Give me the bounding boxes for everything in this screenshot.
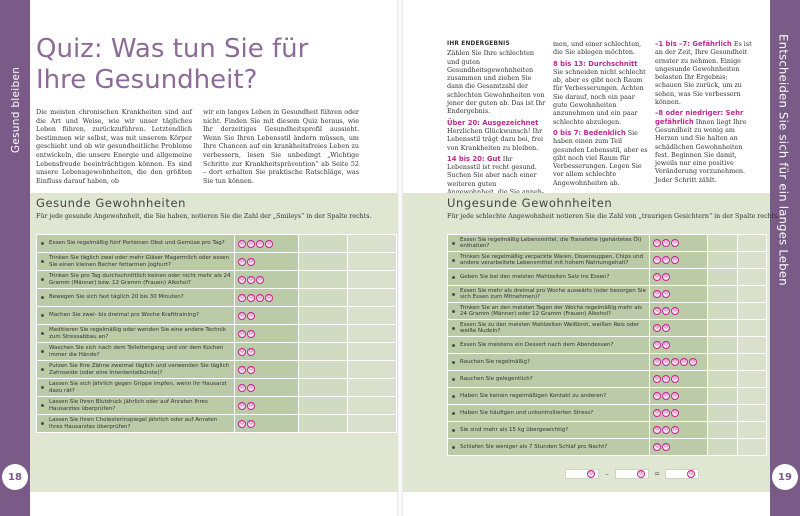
sad-face-icon: ☹ [672,257,678,262]
habit-question: Rauchen Sie gelegentlich? [448,371,650,388]
sad-face-icon: ☹ [672,393,678,398]
habit-question: Haben Sie keinen regelmäßigen Kontakt zu anderen? [448,388,650,405]
habit-question: Essen Sie regelmäßig fünf Portionen Obst und Gemüse pro Tag? [37,235,235,253]
answer-cell[interactable] [348,289,397,307]
smiley-icon: ☺ [239,312,245,318]
answer-cell[interactable] [708,354,738,371]
answer-cell[interactable] [738,439,767,456]
answer-cell[interactable] [738,303,767,320]
table-row [448,354,767,371]
score-summary [565,468,699,480]
answer-cell[interactable] [708,320,738,337]
bad-habits-title: Ungesunde Gewohnheiten [447,196,613,210]
sad-face-icon: ☹ [672,308,678,313]
habit-score-icons [235,397,299,415]
answer-cell[interactable] [299,325,348,343]
answer-cell[interactable] [348,415,397,433]
answer-cell[interactable] [348,325,397,343]
table-row [37,289,397,307]
habit-question: Haben Sie häufigen und unkontrollierten Stress? [448,405,650,422]
habit-question: Essen Sie mehr als dreimal pro Woche auswärts (oder besorgen Sie sich Essen zum Mitnehmen)? [448,286,650,303]
smiley-icon: ☺ [248,276,254,282]
habit-question: Essen Sie regelmäßig Lebensmittel, die Transfette (gehärtetes Öl) enthalten? [448,235,650,252]
sad-face-icon: ☹ [663,342,669,347]
smiley-icon: ☺ [248,348,254,354]
answer-cell[interactable] [708,405,738,422]
answer-cell[interactable] [738,286,767,303]
sad-face-icon: ☹ [663,291,669,296]
good-total-box[interactable] [565,469,599,479]
smiley-icon: ☺ [239,240,245,246]
sad-face-icon: ☹ [654,274,660,279]
habit-score-icons [235,307,299,325]
page-number-left: 18 [2,464,28,490]
habit-score-icons [650,388,708,405]
answer-cell[interactable] [299,343,348,361]
habit-score-icons [235,379,299,397]
answer-cell[interactable] [708,439,738,456]
smiley-icon: ☺ [257,276,263,282]
smiley-icon: ☺ [239,420,245,426]
smiley-icon: ☺ [239,294,245,300]
result-good [447,155,547,196]
answer-cell[interactable] [738,235,767,252]
sad-face-icon: ☹ [654,393,660,398]
smiley-icon: ☺ [257,240,263,246]
smiley-icon: ☺ [248,312,254,318]
smiley-icon: ☺ [239,258,245,264]
habit-question: Lassen Sie Ihren Cholesterinspiegel jährlich oder auf Anraten Ihres Hausarztes überprüfen? [37,415,235,433]
answer-cell[interactable] [738,354,767,371]
answer-cell[interactable] [738,269,767,286]
table-row [37,415,397,433]
answer-cell[interactable] [348,235,397,253]
smiley-icon: ☺ [248,330,254,336]
answer-cell[interactable] [299,379,348,397]
answer-cell[interactable] [738,371,767,388]
answer-cell[interactable] [708,269,738,286]
smiley-icon: ☺ [239,348,245,354]
smiley-icon: ☺ [239,366,245,372]
habit-score-icons [235,415,299,433]
result-dangerous-text: Es ist an der Zeit, Ihre Gesundheit ernster zu nehmen. Einige ungesunde Gewohnheiten belasten Ihr Ergebnis; schauen Sie zurück, um zu sehen, was Sie verbessern können. [655,40,752,107]
table-row [448,388,767,405]
answer-cell[interactable] [348,397,397,415]
answer-cell[interactable] [299,271,348,289]
habit-score-icons [650,405,708,422]
sad-face-icon: ☹ [654,257,660,262]
smiley-icon: ☺ [266,294,272,300]
answer-cell[interactable] [348,271,397,289]
sad-face-icon: ☹ [672,427,678,432]
habit-score-icons [650,269,708,286]
left-section-label: Gesund bleiben [10,66,22,154]
table-row [37,253,397,271]
habit-score-icons [650,354,708,371]
smiley-icon: ☺ [588,471,594,476]
answer-cell[interactable] [708,252,738,269]
sad-face-icon: ☹ [663,257,669,262]
result-dangerous-label: –1 bis –7: Gefährlich [655,40,732,48]
answer-cell[interactable] [708,337,738,354]
table-row [448,422,767,439]
table-row [448,337,767,354]
table-row [37,307,397,325]
habit-score-icons [650,422,708,439]
result-good-continued: men, und einer schlechten, die Sie ablegen möchten. [553,40,642,57]
table-row [448,286,767,303]
results-col-1 [447,40,547,199]
sad-face-icon: ☹ [663,410,669,415]
page-number-right: 19 [772,464,798,490]
intro-text-col2: wir ein langes Leben in Gesundheit führen oder nicht. Finden Sie mit diesem Quiz heraus, wie Ihr derzeitiges Gesundheitsprofil aussieht. Wenn Sie Ihren Lebensstil ändern müssen, um Ihre Chancen auf ein krankheitsfreies Leben zu verbessern, lesen Sie unbedingt „Wichtige Schritte zur Krankheitsprävention“ ab Seite 52 – dort erhalten Sie praktische Ratschläge, was Sie tun können. [203,108,359,185]
habit-score-icons [650,235,708,252]
habit-question: Meditieren Sie regelmäßig oder wenden Sie eine andere Technik zum Stressabbau an? [37,325,235,343]
habit-question: Essen Sie meistens ein Dessert nach dem Abendessen? [448,337,650,354]
sad-face-icon: ☹ [654,240,660,245]
table-row [37,343,397,361]
answer-cell[interactable] [708,286,738,303]
sad-face-icon: ☹ [681,359,687,364]
result-very-dangerous-text: Ihnen liegt Ihre Gesundheit zu wenig am Herzen und Sie halten an schädlichen Gewohnheiten fest. Beginnen Sie damit, jeweils nur eine positive Veränderung vorzunehmen. Jeder Schritt zählt. [655,117,747,184]
sad-face-icon: ☹ [638,471,644,476]
habit-score-icons [650,252,708,269]
results-intro: Zählen Sie Ihre schlechten und guten Gesundheitsgewohnheiten zusammen und ziehen Sie dann die Gesamtzahl der schlechten Gewohnheiten von jener der guten ab. Das ist Ihr Endergebnis. [447,49,546,116]
answer-cell[interactable] [738,388,767,405]
habit-question: Rauchen Sie regelmäßig? [448,354,650,371]
result-critical-label: 0 bis 7: Bedenklich [553,128,626,137]
sad-face-icon: ☹ [690,359,696,364]
habit-question: Lassen Sie Ihren Blutdruck jährlich oder auf Anraten Ihres Hausarztes überprüfen? [37,397,235,415]
smiley-icon: ☺ [248,258,254,264]
result-good-label: 14 bis 20: Gut [447,154,501,163]
result-very-dangerous [655,109,755,184]
sad-face-icon: ☹ [654,376,660,381]
sad-face-icon: ☹ [654,410,660,415]
result-excellent-label: Über 20: Ausgezeichnet [447,118,539,127]
result-critical-text: Sie haben einen zum Teil gesunden Lebensstil, aber es gibt noch viel Raum für Verbesserungen. Legen Sie vor allem schlechte Angewohnheiten ab. [553,128,648,187]
table-row [37,235,397,253]
sad-face-icon: ☹ [663,325,669,330]
bad-total-box[interactable] [615,469,649,479]
habit-score-icons [235,271,299,289]
sad-face-icon: ☹ [654,291,660,296]
answer-cell[interactable] [299,397,348,415]
sad-face-icon: ☹ [654,427,660,432]
smiley-icon: ☺ [248,240,254,246]
bad-habits-subtitle: Für jede schlechte Angewohnheit notieren Sie die Zahl von „traurigen Gesichtern“ in der Spalte rechts. [447,213,780,220]
result-average-text: Sie schneiden nicht schlecht ab, aber es gibt noch Raum für Verbesserungen. Achten Sie darauf, noch ein paar gute Gewohnheiten anzunehmen und ein paar schlechte abzulegen. [553,67,646,126]
habit-question: Bewegen Sie sich fast täglich 20 bis 30 Minuten? [37,289,235,307]
answer-cell[interactable] [738,337,767,354]
result-dangerous [655,40,755,106]
smiley-icon: ☺ [239,330,245,336]
equals-sign: = [654,470,660,478]
right-section-label: Entscheiden Sie sich für ein langes Leben [777,34,791,286]
result-excellent-text: Herzlichen Glückwunsch! Ihr Lebensstil trägt dazu bei, frei von Krankheiten zu bleiben. [447,126,544,152]
sad-face-icon: ☹ [663,427,669,432]
habit-score-icons [235,361,299,379]
answer-cell[interactable] [708,422,738,439]
sad-face-icon: ☹ [663,308,669,313]
habit-question: Schlafen Sie weniger als 7 Stunden Schlaf pro Nacht? [448,439,650,456]
table-row [448,235,767,252]
habit-score-icons [235,235,299,253]
smiley-icon: ☺ [239,384,245,390]
bad-habits-table [447,234,767,456]
results-col-3 [655,40,755,187]
answer-cell[interactable] [348,379,397,397]
sad-face-icon: ☹ [663,393,669,398]
habit-question: Essen Sie zu den meisten Mahlzeiten Weißbrot, weißen Reis oder weiße Nudeln? [448,320,650,337]
sad-face-icon: ☹ [672,376,678,381]
results-col-2 [553,40,649,190]
final-score-box[interactable] [665,469,699,479]
smiley-icon: ☺ [248,402,254,408]
sad-face-icon: ☹ [663,444,669,449]
habit-score-icons [650,439,708,456]
answer-cell[interactable] [738,405,767,422]
table-row [448,320,767,337]
habit-question: Putzen Sie Ihre Zähne zweimal täglich und verwenden Sie täglich Zahnseide (oder eine Interdentalbürste)? [37,361,235,379]
answer-cell[interactable] [348,343,397,361]
answer-cell[interactable] [348,307,397,325]
sad-face-icon: ☹ [663,240,669,245]
habit-question: Sie sind mehr als 15 kg übergewichtig? [448,422,650,439]
habit-score-icons [650,371,708,388]
sad-face-icon: ☹ [654,359,660,364]
answer-cell[interactable] [708,235,738,252]
table-row [37,397,397,415]
table-row [37,379,397,397]
answer-cell[interactable] [299,307,348,325]
habit-question: Trinken Sie an den meisten Tagen der Woche regelmäßig mehr als 24 Gramm (Männer) oder 12 Gramm (Frauen) Alkohol? [448,303,650,320]
habit-question: Trinken Sie pro Tag durchschnittlich keinen oder nicht mehr als 24 Gramm (Männer) bzw. 12 Gramm (Frauen) Alkohol? [37,271,235,289]
results-heading: IHR ENDERGEBNIS [447,41,510,47]
result-critical [553,129,649,187]
smiley-icon: ☺ [239,402,245,408]
habit-score-icons [650,337,708,354]
sad-face-icon: ☹ [654,342,660,347]
table-row [448,439,767,456]
habit-score-icons [650,320,708,337]
habit-question: Trinken Sie regelmäßig verpackte Waren, Dosensuppen, Chips und andere verarbeitete Lebensmittel mit hohem Natriumgehalt? [448,252,650,269]
sad-face-icon: ☹ [672,359,678,364]
smiley-icon: ☺ [257,294,263,300]
habit-question: Geben Sie bei den meisten Mahlzeiten Salz ins Essen? [448,269,650,286]
answer-cell[interactable] [299,361,348,379]
habit-score-icons [650,303,708,320]
smiley-icon: ☺ [248,366,254,372]
result-average-label: 8 bis 13: Durchschnitt [553,59,638,68]
answer-cell[interactable] [299,415,348,433]
smiley-icon: ☺ [266,240,272,246]
sad-face-icon: ☹ [654,325,660,330]
answer-cell[interactable] [299,235,348,253]
sad-face-icon: ☹ [663,376,669,381]
result-average [553,60,649,126]
answer-cell[interactable] [738,252,767,269]
answer-cell[interactable] [738,422,767,439]
good-habits-subtitle: Für jede gesunde Angewohnheit, die Sie haben, notieren Sie die Zahl der „Smileys“ in der Spalte rechts. [36,213,372,220]
table-row [37,325,397,343]
habit-score-icons [235,289,299,307]
habit-score-icons [235,253,299,271]
table-row [448,269,767,286]
good-habits-table [36,234,397,433]
habit-question: Waschen Sie sich nach dem Toilettengang und vor dem Kochen immer die Hände? [37,343,235,361]
answer-cell[interactable] [738,320,767,337]
intro-text-col1: Die meisten chronischen Krankheiten sind auf die Art und Weise, wie wir unser tägliches Leben führen, zurückzuführen. Letztendlich bestimmen wir selbst, was mit unserem Körper geschieht und ob wir gesundheitliche Probleme entwickeln, die unsere Energie und allgemeine Lebensfreude beeinträchtigen können. Es sind unsere Lebensgewohnheiten, die den größten Einfluss darauf haben, ob [36,108,192,185]
sad-face-icon: ☹ [654,308,660,313]
smiley-icon: ☺ [248,294,254,300]
answer-cell[interactable] [299,253,348,271]
answer-cell[interactable] [708,388,738,405]
good-habits-title: Gesunde Gewohnheiten [36,196,187,210]
smiley-icon: ☺ [248,420,254,426]
sad-face-icon: ☹ [654,444,660,449]
table-row [448,405,767,422]
table-row [37,271,397,289]
sad-face-icon: ☹ [672,240,678,245]
table-row [448,371,767,388]
smiley-icon: ☺ [248,384,254,390]
habit-score-icons [235,325,299,343]
minus-sign: – [605,470,609,478]
sad-face-icon: ☹ [672,410,678,415]
smiley-icon: ☺ [688,471,694,476]
habit-question: Lassen Sie sich jährlich gegen Grippe impfen, wenn Ihr Hausarzt dazu rät? [37,379,235,397]
sad-face-icon: ☹ [663,274,669,279]
answer-cell[interactable] [708,371,738,388]
habit-question: Trinken Sie täglich zwei oder mehr Gläser Magermilch oder essen Sie einen kleinen Becher fettarmen Joghurt? [37,253,235,271]
smiley-icon: ☺ [239,276,245,282]
sad-face-icon: ☹ [663,359,669,364]
habit-score-icons [235,343,299,361]
result-excellent [447,119,547,152]
answer-cell[interactable] [348,361,397,379]
habit-score-icons [650,286,708,303]
result-good-text: Ihr Lebensstil ist recht gesund. Suchen Sie aber nach einer weiteren guten [447,154,537,188]
table-row [37,361,397,379]
table-row [448,303,767,320]
page-title: Quiz: Was tun Sie für Ihre Gesundheit? [36,34,309,95]
answer-cell[interactable] [299,289,348,307]
result-very-dangerous-label: –8 oder niedriger: Sehr gefährlich [655,109,744,126]
answer-cell[interactable] [708,303,738,320]
habit-question: Machen Sie zwei- bis dreimal pro Woche Krafttraining? [37,307,235,325]
answer-cell[interactable] [348,253,397,271]
table-row [448,252,767,269]
